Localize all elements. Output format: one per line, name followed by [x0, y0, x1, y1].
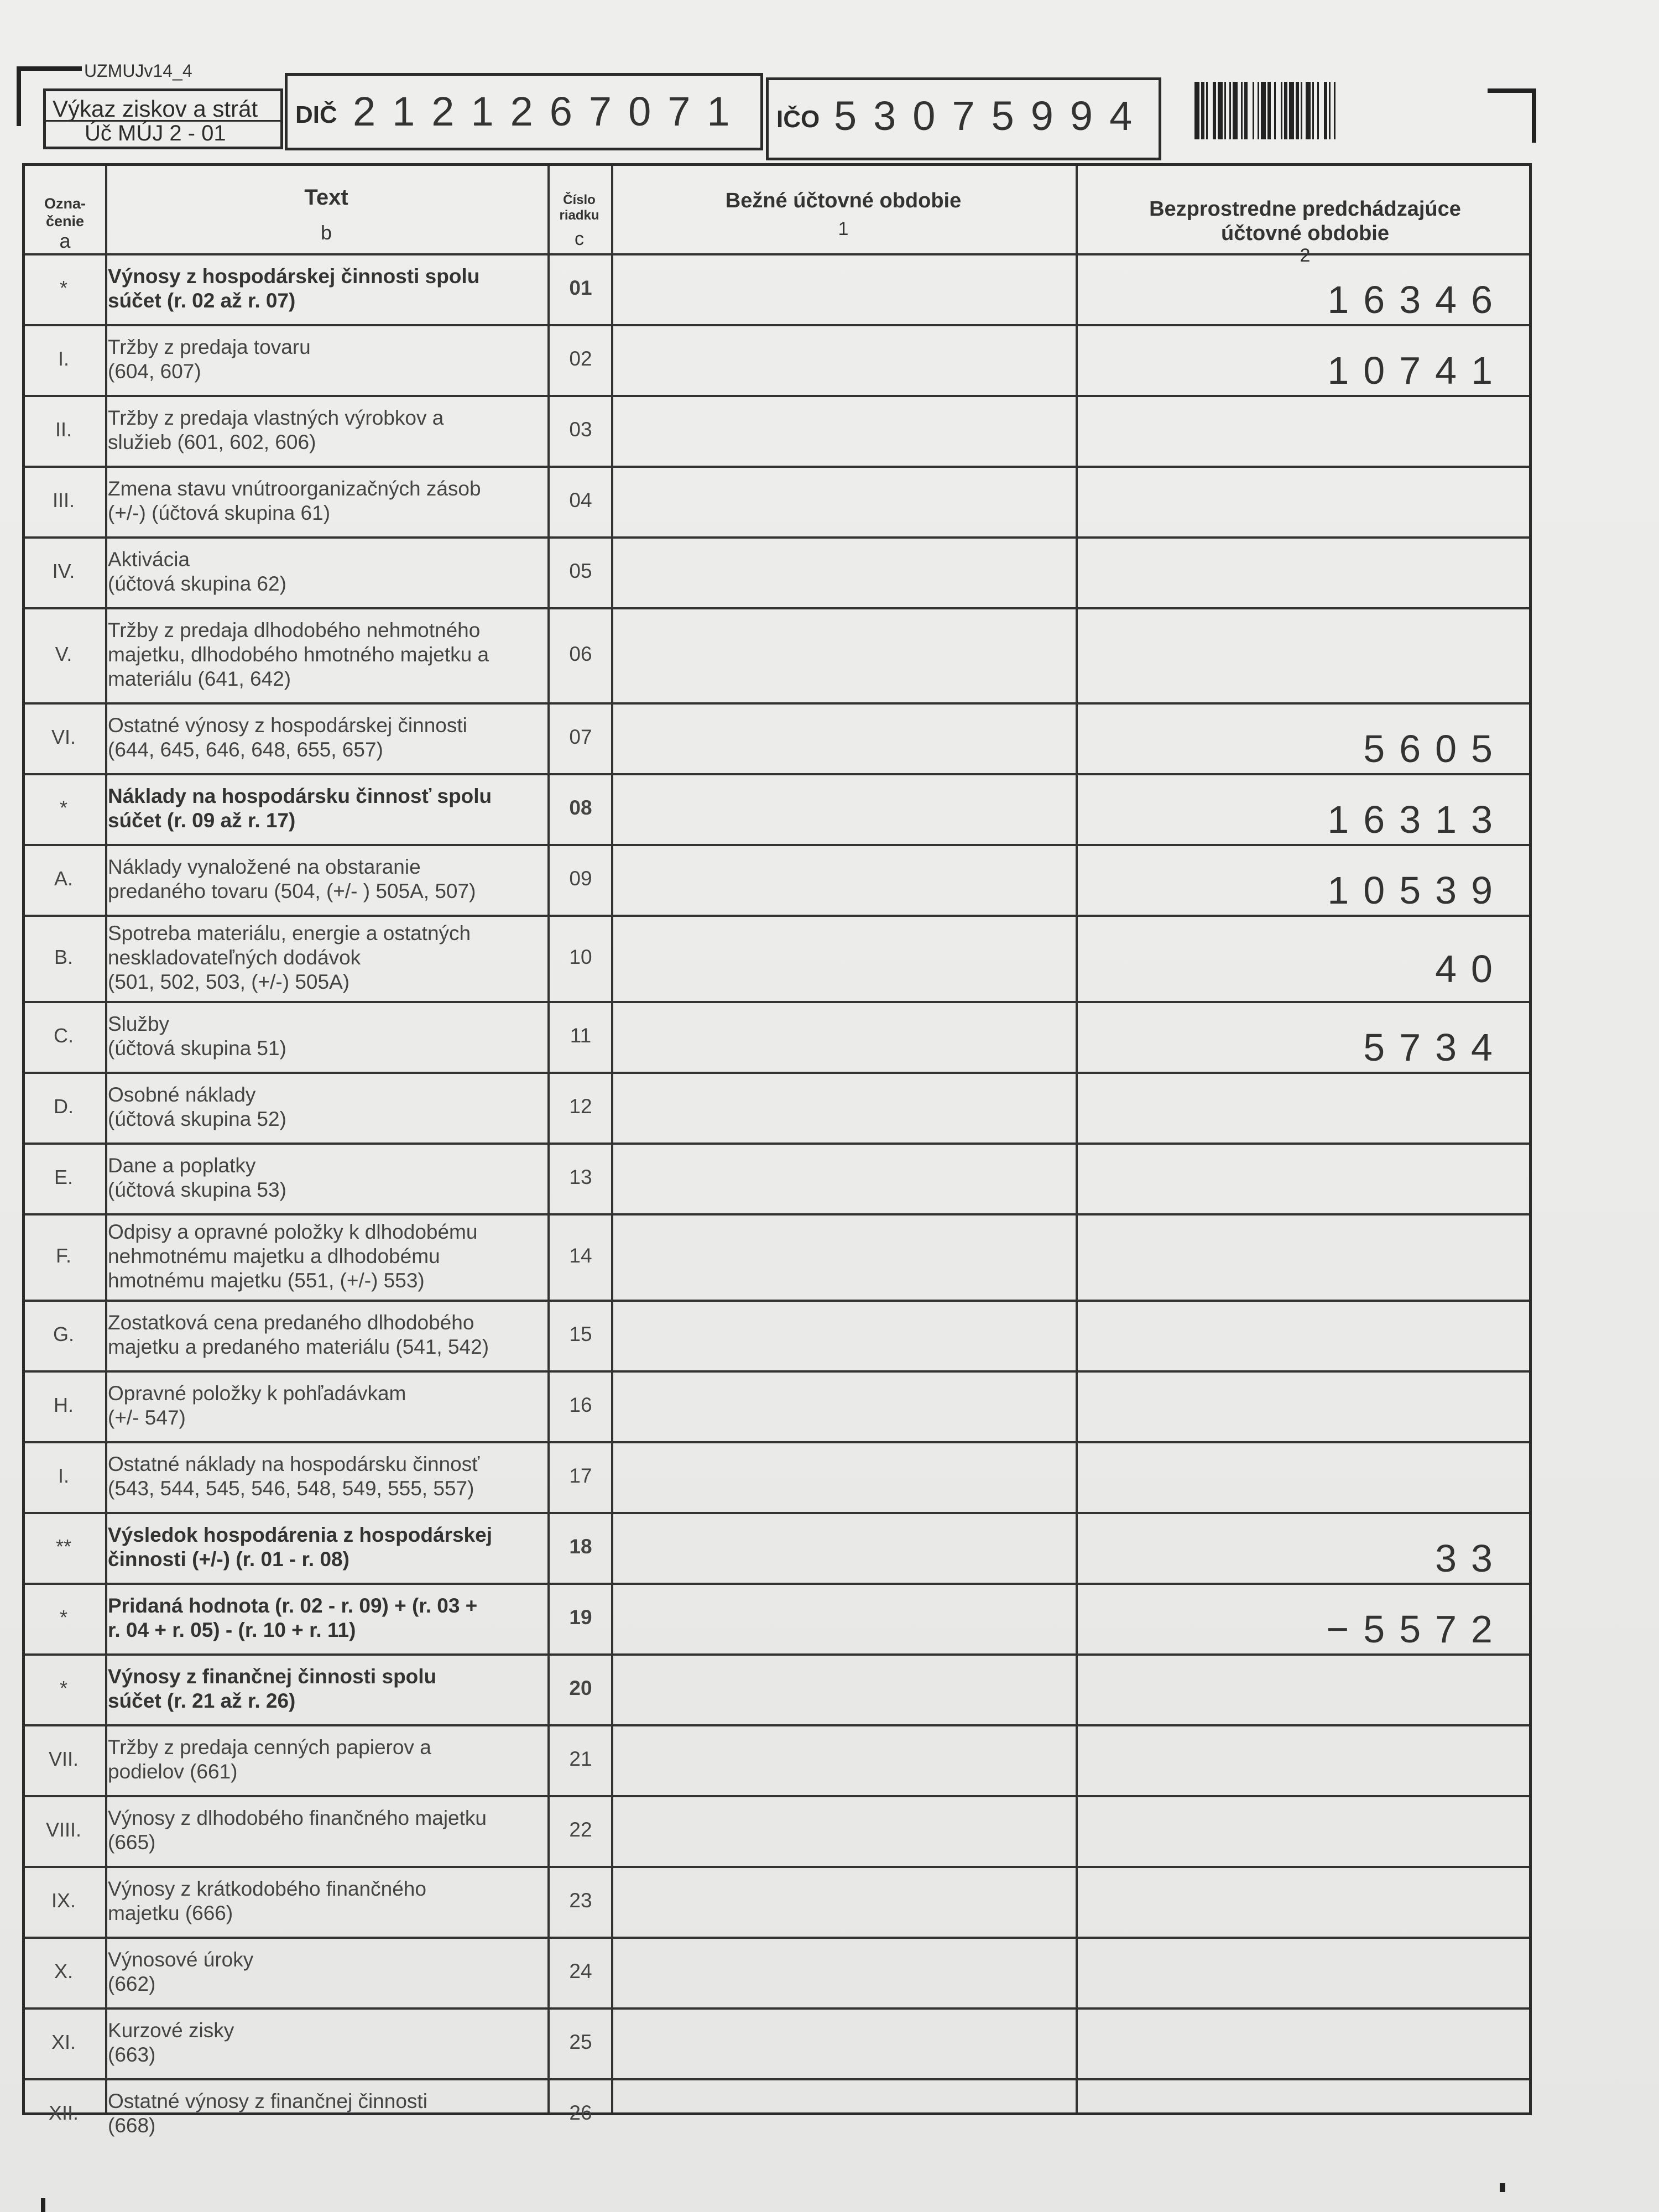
row-mark: E. — [54, 1166, 73, 1188]
barcode-bar — [1194, 82, 1199, 139]
row-mark: X. — [54, 1960, 73, 1983]
row-mark: ** — [55, 1535, 72, 1558]
row-mark: D. — [54, 1095, 74, 1118]
registration-mark-bottom-right — [1500, 2183, 1505, 2192]
row-text: Odpisy a opravné položky k dlhodobému nehmotnému majetku a dlhodobému hmotnému majetku (551, (+/-) 553) — [108, 1220, 478, 1292]
row-mark: VII. — [48, 1747, 79, 1770]
row-line-number: 26 — [569, 2101, 592, 2124]
row-text: Výnosové úroky (662) — [108, 1948, 254, 1995]
form-title-box — [43, 88, 283, 149]
table-row — [25, 1213, 1529, 1300]
row-text: Náklady na hospodársku činnosť spolu súčet (r. 09 až r. 17) — [108, 785, 492, 832]
row-line-number: 04 — [569, 489, 592, 512]
row-previous-value[interactable]: 5605 — [1363, 727, 1507, 770]
header-col-c: Číslo riadku c — [559, 192, 599, 249]
ico-value: 53075994 — [834, 93, 1149, 139]
table-row — [25, 466, 1529, 536]
row-text: Služby (účtová skupina 51) — [108, 1013, 286, 1060]
dic-label: DIČ — [295, 101, 337, 128]
row-text: Dane a poplatky (účtová skupina 53) — [108, 1154, 286, 1201]
header-col-b: Text b — [304, 185, 348, 244]
barcode-bar — [1248, 82, 1253, 139]
row-text: Spotreba materiálu, energie a ostatných neskladovateľných dodávok (501, 502, 503, (+/-) 505A) — [108, 922, 471, 993]
barcode-bar — [1306, 82, 1311, 139]
barcode — [1194, 82, 1438, 139]
table-row — [25, 1583, 1529, 1653]
table-row — [25, 536, 1529, 607]
row-mark: V. — [55, 643, 72, 665]
row-text: Tržby z predaja dlhodobého nehmotného majetku, dlhodobého hmotného majetku a materiálu (641, 642) — [108, 619, 489, 690]
row-mark: VIII. — [45, 1818, 82, 1841]
row-line-number: 22 — [569, 1818, 592, 1841]
row-text: Kurzové zisky (663) — [108, 2019, 234, 2066]
row-line-number: 02 — [569, 347, 592, 370]
barcode-bar — [1335, 82, 1340, 139]
row-line-number: 05 — [569, 560, 592, 582]
row-line-number: 08 — [569, 796, 592, 819]
barcode-bar — [1289, 82, 1294, 139]
row-mark: B. — [54, 946, 73, 968]
header-col-current: Bežné účtovné obdobie 1 — [725, 189, 962, 239]
table-row — [25, 1653, 1529, 1724]
row-text: Výnosy z finančnej činnosti spolu súčet (r. 21 až r. 26) — [108, 1665, 437, 1712]
row-line-number: 11 — [570, 1024, 592, 1047]
table-row — [25, 2007, 1529, 2078]
table-row — [25, 1512, 1529, 1583]
row-mark: XI. — [51, 2031, 76, 2053]
row-line-number: 09 — [569, 867, 592, 890]
row-previous-value[interactable]: 10539 — [1327, 869, 1507, 912]
row-line-number: 16 — [569, 1394, 592, 1416]
table-row — [25, 1795, 1529, 1866]
table-row — [25, 324, 1529, 395]
row-text: Zmena stavu vnútroorganizačných zásob (+/-) (účtová skupina 61) — [108, 477, 481, 524]
row-line-number: 12 — [569, 1095, 592, 1118]
row-line-number: 15 — [569, 1323, 592, 1345]
row-mark: I. — [58, 1464, 69, 1487]
table-row — [25, 1441, 1529, 1512]
row-text: Náklady vynaložené na obstaranie predaného tovaru (504, (+/- ) 505A, 507) — [108, 855, 476, 902]
row-mark: I. — [58, 347, 69, 370]
row-text: Osobné náklady (účtová skupina 52) — [108, 1083, 286, 1130]
registration-mark-top-right — [1488, 88, 1536, 143]
row-line-number: 25 — [569, 2031, 592, 2053]
row-line-number: 24 — [569, 1960, 592, 1983]
barcode-bar — [1208, 82, 1213, 139]
row-mark: XII. — [48, 2101, 79, 2124]
row-line-number: 23 — [569, 1889, 592, 1912]
row-previous-value[interactable]: 10741 — [1327, 349, 1507, 392]
table-row — [25, 1142, 1529, 1213]
form-title: Výkaz ziskov a strát — [53, 96, 258, 122]
row-mark: * — [59, 276, 67, 299]
row-mark: II. — [55, 418, 72, 441]
row-previous-value[interactable]: 5734 — [1363, 1026, 1507, 1069]
row-text: Ostatné náklady na hospodársku činnosť (543, 544, 545, 546, 548, 549, 555, 557) — [108, 1453, 480, 1500]
table-row — [25, 702, 1529, 773]
row-text: Výsledok hospodárenia z hospodárskej činnosti (+/-) (r. 01 - r. 08) — [108, 1524, 492, 1571]
table-row — [25, 1300, 1529, 1370]
row-line-number: 03 — [569, 418, 592, 441]
row-text: Opravné položky k pohľadávkam (+/- 547) — [108, 1382, 406, 1429]
row-text: Aktivácia (účtová skupina 62) — [108, 548, 286, 595]
table-row — [25, 253, 1529, 324]
row-mark: IX. — [51, 1889, 76, 1912]
table-row — [25, 1001, 1529, 1072]
row-mark: A. — [54, 867, 73, 890]
row-text: Ostatné výnosy z finančnej činnosti (668) — [108, 2090, 427, 2137]
table-row — [25, 1937, 1529, 2007]
table-row — [25, 773, 1529, 844]
row-text: Zostatková cena predaného dlhodobého majetku a predaného materiálu (541, 542) — [108, 1311, 489, 1358]
barcode-bar — [1218, 82, 1223, 139]
row-mark: G. — [53, 1323, 74, 1345]
row-text: Tržby z predaja cenných papierov a podielov (661) — [108, 1736, 431, 1783]
row-mark: IV. — [52, 560, 75, 582]
row-line-number: 14 — [569, 1244, 592, 1267]
header-col-previous: Bezprostredne predchádzajúce účtovné obdobie 2 — [1149, 197, 1461, 266]
row-mark: * — [59, 1677, 67, 1699]
row-line-number: 13 — [569, 1166, 592, 1188]
row-text: Tržby z predaja tovaru (604, 607) — [108, 336, 311, 383]
row-mark: * — [59, 1606, 67, 1629]
row-line-number: 01 — [569, 276, 592, 299]
row-line-number: 06 — [569, 643, 592, 665]
row-mark: F. — [55, 1244, 71, 1267]
barcode-bar — [1319, 82, 1324, 139]
table-row — [25, 1072, 1529, 1142]
row-line-number: 19 — [569, 1606, 592, 1629]
table-row — [25, 607, 1529, 702]
table-row — [25, 1724, 1529, 1795]
form-subtitle: Úč MÚJ 2 - 01 — [85, 121, 226, 145]
row-previous-value[interactable]: 40 — [1435, 947, 1507, 990]
barcode-bar — [1233, 82, 1238, 139]
row-previous-value[interactable]: 33 — [1435, 1537, 1507, 1580]
table-row — [25, 844, 1529, 915]
row-text: Ostatné výnosy z hospodárskej činnosti (644, 645, 646, 648, 655, 657) — [108, 714, 467, 761]
row-previous-value[interactable]: −5572 — [1326, 1608, 1507, 1651]
row-previous-value[interactable]: 16313 — [1327, 798, 1507, 841]
form-code: UZMUJv14_4 — [84, 61, 192, 81]
table-row — [25, 915, 1529, 1001]
row-line-number: 17 — [569, 1464, 592, 1487]
row-mark: * — [59, 796, 67, 819]
income-statement-table — [22, 163, 1532, 2137]
table-row — [25, 1370, 1529, 1441]
dic-field — [285, 73, 763, 150]
table-row — [25, 2078, 1529, 2149]
ico-label: IČO — [776, 106, 820, 133]
row-line-number: 21 — [569, 1747, 592, 1770]
barcode-bar — [1261, 82, 1266, 139]
registration-mark-bottom-left — [41, 2198, 45, 2212]
row-mark: III. — [52, 489, 75, 512]
row-mark: H. — [54, 1394, 74, 1416]
row-text: Tržby z predaja vlastných výrobkov a služieb (601, 602, 606) — [108, 406, 444, 453]
table-row — [25, 1866, 1529, 1937]
dic-value: 2121267071 — [353, 88, 747, 134]
row-mark: C. — [54, 1024, 74, 1047]
header-col-a: Ozna- čenie a — [44, 195, 86, 252]
row-text: Pridaná hodnota (r. 02 - r. 09) + (r. 03 + r. 04 + r. 05) - (r. 10 + r. 11) — [108, 1594, 478, 1641]
row-previous-value[interactable]: 16346 — [1327, 278, 1507, 321]
row-line-number: 10 — [569, 946, 592, 968]
table-row — [25, 395, 1529, 466]
row-text: Výnosy z dlhodobého finančného majetku (665) — [108, 1807, 487, 1854]
ico-field — [766, 77, 1161, 160]
row-mark: VI. — [51, 726, 76, 748]
barcode-bar — [1276, 82, 1281, 139]
row-line-number: 20 — [569, 1677, 592, 1699]
row-line-number: 18 — [569, 1535, 592, 1558]
row-text: Výnosy z hospodárskej činnosti spolu súčet (r. 02 až r. 07) — [108, 265, 480, 312]
row-line-number: 07 — [569, 726, 592, 748]
row-text: Výnosy z krátkodobého finančného majetku (666) — [108, 1877, 426, 1924]
